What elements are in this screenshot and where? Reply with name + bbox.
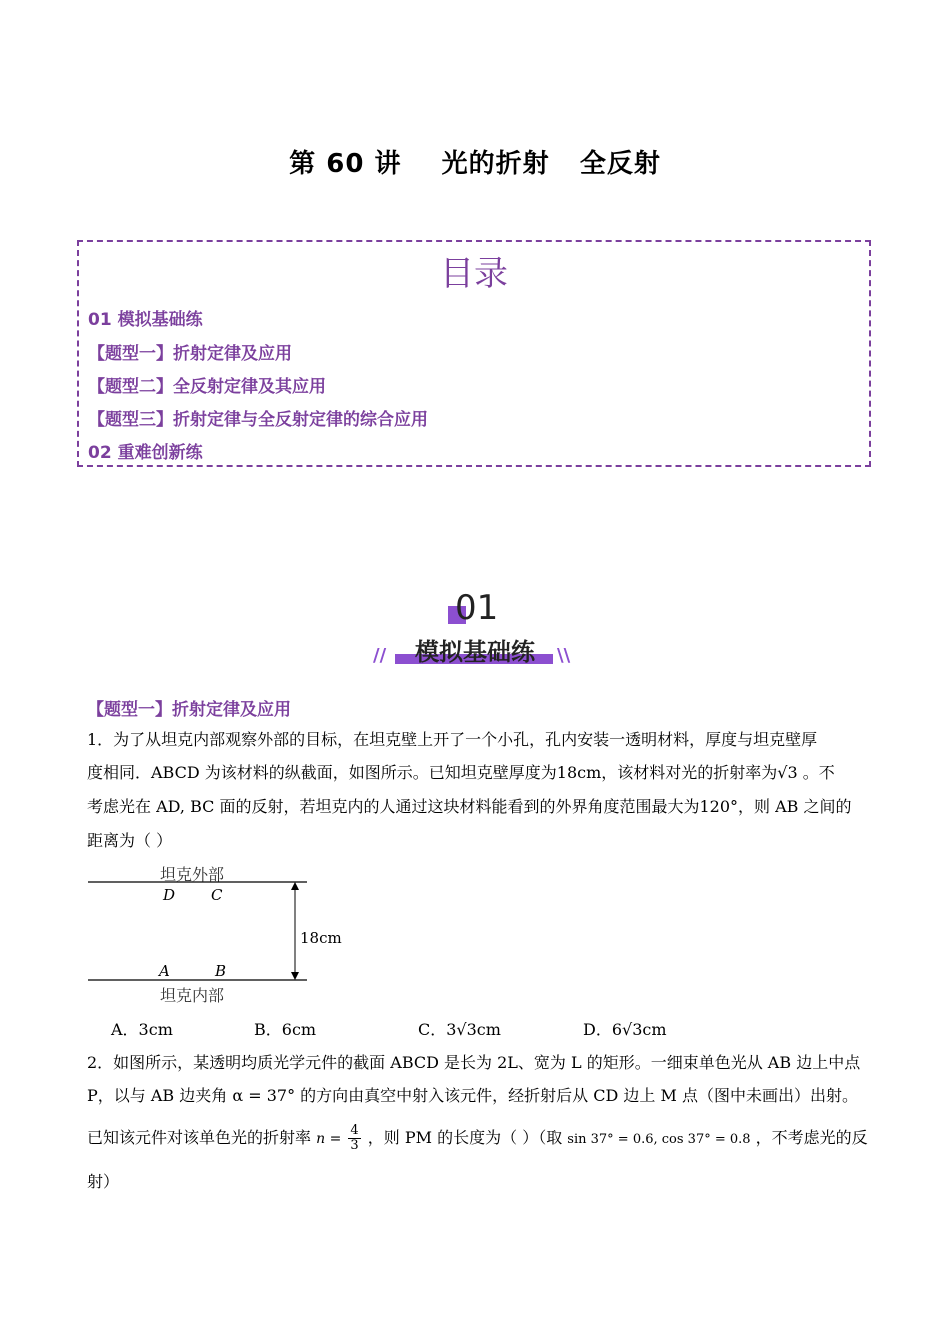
fig-label-outside: 坦克外部 xyxy=(160,865,225,884)
fig-dimension-label: 18cm xyxy=(300,929,342,947)
dimension-arrow-top xyxy=(291,882,299,890)
table-of-contents xyxy=(77,240,871,467)
refractive-index-fraction xyxy=(348,1124,360,1153)
q2-line-3-middle: ，则 PM 的长度为（ ）（取 xyxy=(367,1128,563,1147)
q2-line-3-start: 已知该元件对该单色光的折射率 xyxy=(87,1128,312,1147)
q1-line-2: 度相同．ABCD 为该材料的纵截面，如图所示。已知坦克壁厚度为18cm，该材料对光的折射率为√3 。不 xyxy=(87,763,835,782)
q2-line-2: P，以与 AB 边夹角 α = 37° 的方向由真空中射入该元件，经折射后从 CD 边上 M 点（图中未画出）出射。 xyxy=(87,1086,858,1105)
toc-heading: 目录 xyxy=(440,254,508,294)
type-heading: 【题型一】折射定律及应用 xyxy=(87,700,291,720)
fraction-denominator: 3 xyxy=(350,1138,359,1153)
section-deco-right: \\ xyxy=(557,645,571,666)
q2-line-3 xyxy=(87,1120,868,1158)
toc-item-1[interactable]: 01 模拟基础练 xyxy=(88,310,203,330)
refractive-index-label: n = xyxy=(316,1131,342,1147)
fraction-numerator: 4 xyxy=(350,1123,359,1138)
q2-line-4: 射） xyxy=(87,1172,120,1191)
section-deco-left: // xyxy=(373,645,387,666)
trig-values: sin 37° = 0.6, cos 37° = 0.8 xyxy=(567,1132,751,1147)
q1-option-c[interactable]: C．3√3cm xyxy=(418,1020,501,1039)
toc-item-3[interactable]: 【题型二】全反射定律及其应用 xyxy=(88,377,326,397)
q1-line-4: 距离为（ ） xyxy=(87,831,173,850)
q1-line-1: 1．为了从坦克内部观察外部的目标，在坦克壁上开了一个小孔，孔内安装一透明材料，厚度与坦克壁厚 xyxy=(87,730,818,749)
fig-point-d: D xyxy=(163,886,176,904)
q1-option-a[interactable]: A．3cm xyxy=(111,1020,173,1039)
q1-line-3: 考虑光在 AD, BC 面的反射，若坦克内的人通过这块材料能看到的外界角度范围最大为120°，则 AB 之间的 xyxy=(87,797,852,816)
toc-item-2[interactable]: 【题型一】折射定律及应用 xyxy=(88,344,292,364)
section-number: 01 xyxy=(455,588,499,628)
q2-line-3-end: ，不考虑光的反 xyxy=(755,1128,868,1147)
toc-item-5[interactable]: 02 重难创新练 xyxy=(88,443,203,463)
fig-point-b: B xyxy=(215,962,227,980)
fig-point-a: A xyxy=(159,962,170,980)
dimension-arrow-bottom xyxy=(291,972,299,980)
fig-label-inside: 坦克内部 xyxy=(160,986,225,1005)
q1-option-d[interactable]: D．6√3cm xyxy=(583,1020,667,1039)
q2-line-1: 2．如图所示，某透明均质光学元件的截面 ABCD 是长为 2L、宽为 L 的矩形。一细束单色光从 AB 边上中点 xyxy=(87,1053,861,1072)
fig-point-c: C xyxy=(211,886,223,904)
q1-option-b[interactable]: B．6cm xyxy=(254,1020,317,1039)
section-label: 模拟基础练 xyxy=(415,638,535,666)
page-title: 第 60 讲 光的折射 全反射 xyxy=(289,149,661,179)
toc-item-4[interactable]: 【题型三】折射定律与全反射定律的综合应用 xyxy=(88,410,428,430)
